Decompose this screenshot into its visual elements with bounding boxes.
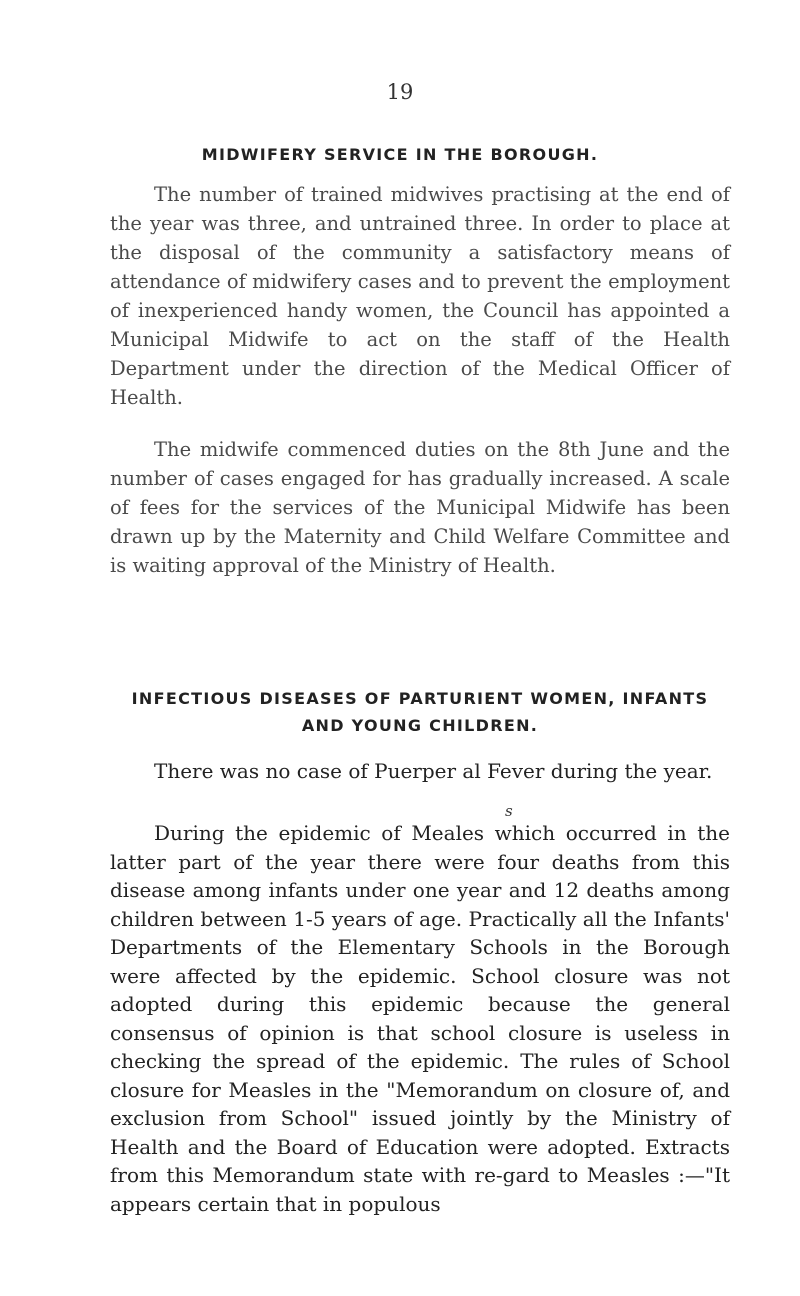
infectious-paragraph-2: During the epidemic of Meales which occurred in the latter part of the year there were four deaths from this disease among infants under one year and 12 deaths among children between 1-5 years of age. Practically all the Infants' Departments of the Elementary Schools in the Borough were affected by the epidemic. School closure was not adopted during this epidemic because the general consensus of opinion is that school closure is useless in checking the spread of the epidemic. The rules of School closure for Measles in the "Memorandum on closure of, and exclusion from School" issued jointly by the Ministry of Health and the Board of Education were adopted. Extracts from this Memorandum state with re-gard to Measles :—"It appears certain that in populous [110, 821, 730, 1216]
midwifery-paragraph-1: The number of trained midwives practising at the end of the year was three, and untrained three. In order to place at the disposal of the community a satisfactory means of attendance of midwifery cases and to prevent the employment of inexperienced handy women, the Council has appointed a Municipal Midwife to act on the staff of the Health Department under the direction of the Medical Officer of Health. [110, 183, 730, 409]
handwritten-insertion-mark: s [505, 802, 513, 820]
infectious-paragraph-1: There was no case of Puerper al Fever during the year. [154, 759, 713, 783]
midwifery-paragraph-2: The midwife commenced duties on the 8th June and the number of cases engaged for has gradually increased. A scale of fees for the services of the Municipal Midwife has been drawn up by the Maternity and Child Welfare Committee and is waiting approval of the Ministry of Health. [110, 438, 730, 577]
page-number: 19 [386, 80, 414, 104]
infectious-heading-line-2: AND YOUNG CHILDREN. [301, 716, 539, 735]
infectious-heading [110, 685, 730, 739]
infectious-heading-line-1: INFECTIOUS DISEASES OF PARTURIENT WOMEN, INFANTS [131, 689, 709, 708]
midwifery-heading: MIDWIFERY SERVICE IN THE BOROUGH. [201, 145, 599, 164]
